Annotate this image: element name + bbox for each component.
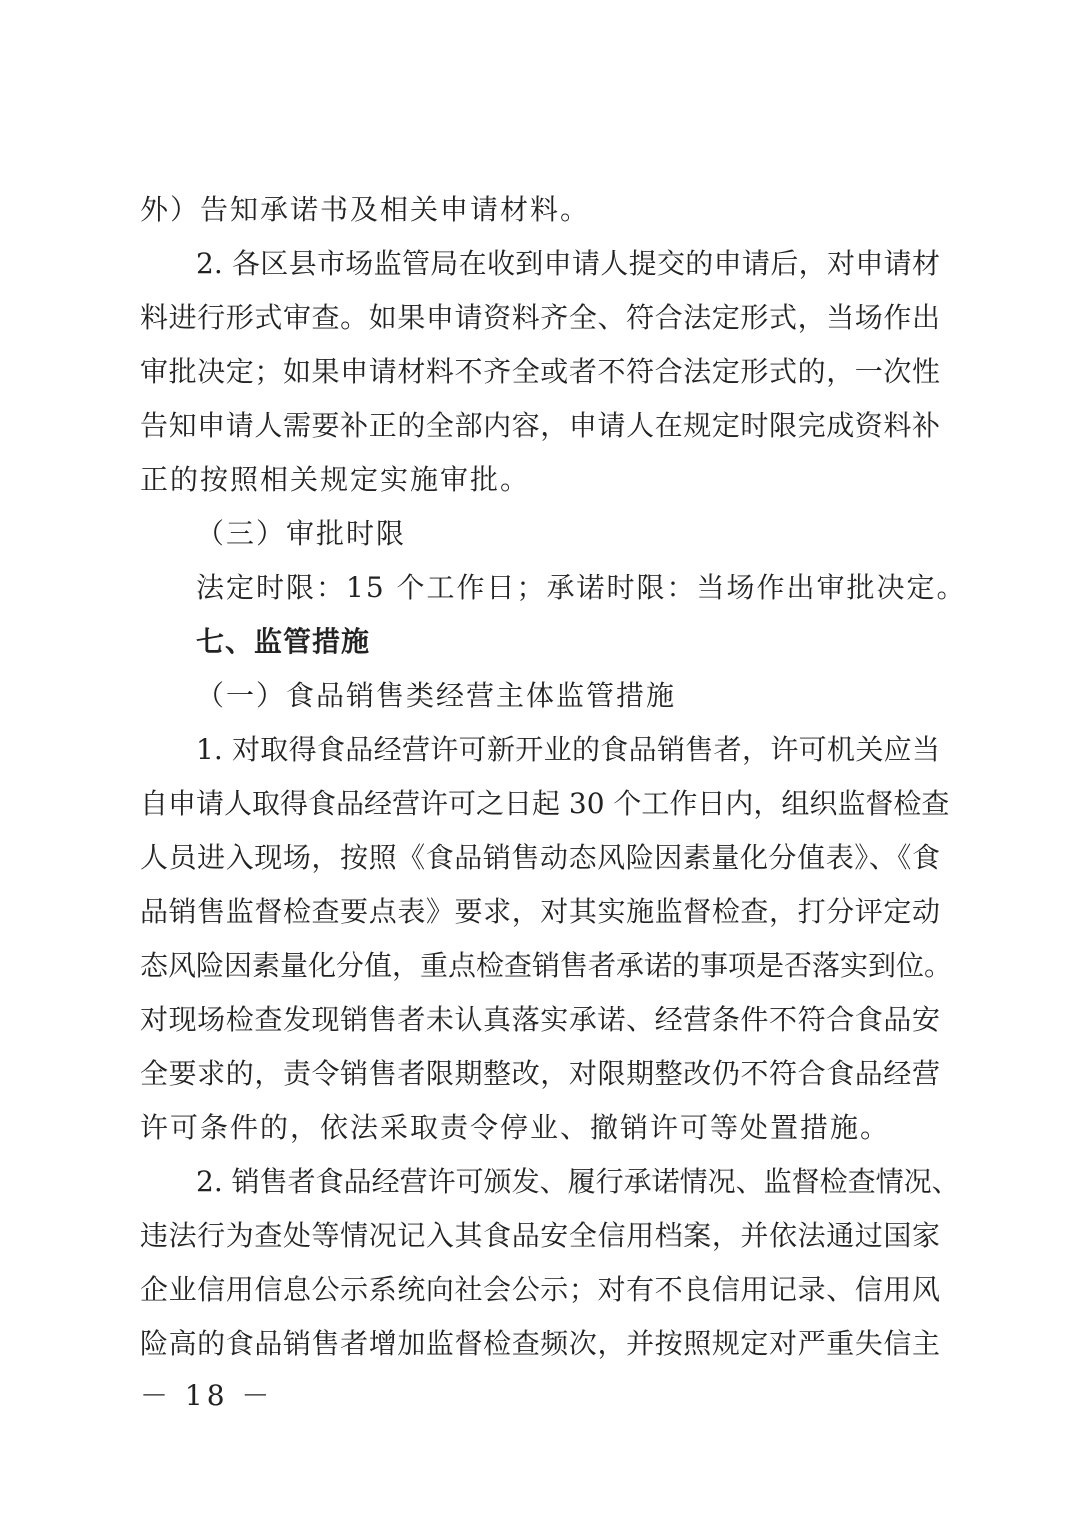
text-line: 2. 各区县市场监管局在收到申请人提交的申请后，对申请材 <box>196 247 940 280</box>
text-line: 外）告知承诺书及相关申请材料。 <box>140 193 591 226</box>
text-line: 全要求的，责令销售者限期整改，对限期整改仍不符合食品经营 <box>140 1057 940 1090</box>
text-line: 违法行为查处等情况记入其食品安全信用档案，并依法通过国家 <box>140 1219 940 1252</box>
text-line: 对现场检查发现销售者未认真落实承诺、经营条件不符合食品安 <box>140 1003 940 1036</box>
text-line: 品销售监督检查要点表》要求，对其实施监督检查，打分评定动 <box>140 895 940 928</box>
text-line: 自申请人取得食品经营许可之日起 30 个工作日内，组织监督检查 <box>140 787 950 820</box>
text-line: 1. 对取得食品经营许可新开业的食品销售者，许可机关应当 <box>196 733 940 766</box>
text-line: 审批决定；如果申请材料不齐全或者不符合法定形式的，一次性 <box>140 355 940 388</box>
text-line: 告知申请人需要补正的全部内容，申请人在规定时限完成资料补 <box>140 409 940 442</box>
text-line: 企业信用信息公示系统向社会公示；对有不良信用记录、信用风 <box>140 1273 940 1306</box>
section-heading: 七、监管措施 <box>196 625 371 658</box>
text-line: 态风险因素量化分值，重点检查销售者承诺的事项是否落实到位。 <box>140 949 953 982</box>
text-line: 人员进入现场，按照《食品销售动态风险因素量化分值表》、《食 <box>140 841 940 874</box>
text-line: 正的按照相关规定实施审批。 <box>140 463 531 496</box>
subsection-heading: （一）食品销售类经营主体监管措施 <box>196 679 677 712</box>
text-line: 2. 销售者食品经营许可颁发、履行承诺情况、监督检查情况、 <box>196 1165 960 1198</box>
text-line: 料进行形式审查。如果申请资料齐全、符合法定形式，当场作出 <box>140 301 940 334</box>
subsection-heading: （三）审批时限 <box>196 517 407 550</box>
text-line: 险高的食品销售者增加监督检查频次，并按照规定对严重失信主 <box>140 1327 940 1360</box>
text-line: 许可条件的，依法采取责令停业、撤销许可等处置措施。 <box>140 1111 891 1144</box>
page-number: － 18 － <box>140 1379 274 1412</box>
text-line: 法定时限：15 个工作日；承诺时限：当场作出审批决定。 <box>196 571 967 604</box>
